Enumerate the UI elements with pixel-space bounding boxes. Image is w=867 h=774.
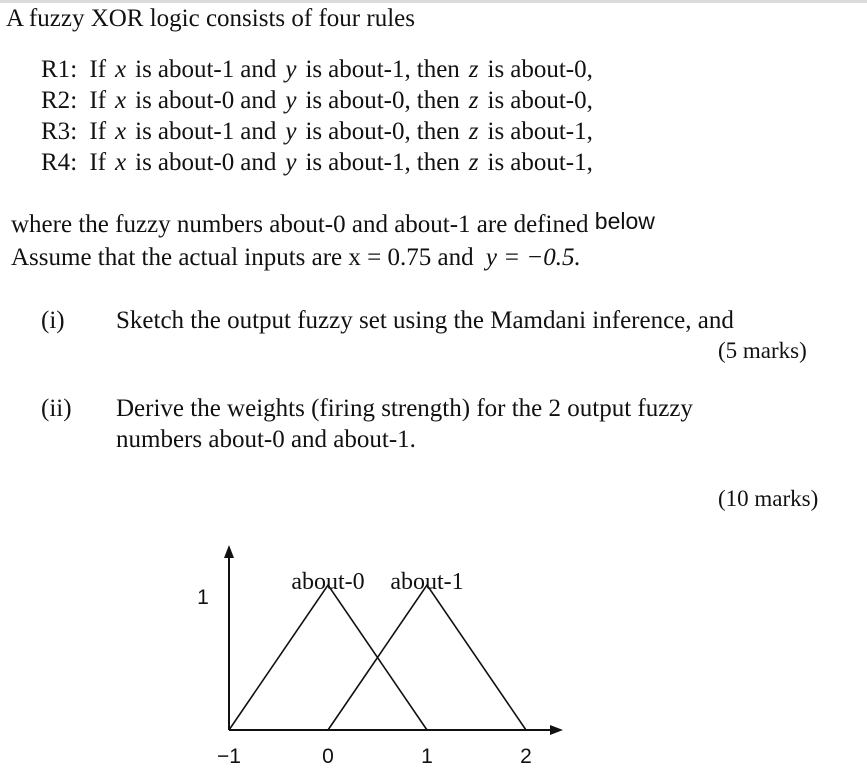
rule-y-value: about-0 [328,87,405,114]
then-word: then [416,87,460,114]
var-x: x [115,118,127,145]
colon: : [70,87,84,114]
and-word: and [240,56,277,83]
rule-x-value: about-0 [157,149,235,176]
rule-id: R4 [41,149,71,176]
rule-x-value: about-1 [157,118,235,145]
question-2-number: (ii) [41,395,72,422]
x-tick-label: −1 [217,745,241,768]
y-tick-label: 1 [197,586,209,609]
is-word: is [305,56,323,83]
definition-text: where the fuzzy numbers about-0 and about-1 are defined [11,211,589,238]
colon: : [70,56,84,83]
x-axis-arrow [550,725,563,735]
inputs-y-value: y = −0.5. [485,244,581,271]
question-1-number: (i) [41,307,65,334]
comma: , [404,56,411,83]
var-z: z [468,87,479,114]
is-word: is [305,87,323,114]
if-word: If [89,118,107,145]
if-word: If [89,87,107,114]
var-x: x [115,149,127,176]
question-2-text-2: numbers about-0 and about-1. [116,426,416,453]
is-word: is [487,56,505,83]
then-word: then [416,56,460,83]
rule-x-value: about-1 [157,56,235,83]
var-y: y [285,87,297,114]
if-word: If [89,149,107,176]
rule-y-value: about-0 [328,118,405,145]
var-z: z [468,56,479,83]
and-word: and [240,118,277,145]
is-word: is [135,56,152,83]
rule-z-value: about-0, [510,87,593,114]
is-word: is [135,118,152,145]
comma: , [404,118,411,145]
if-word: If [89,56,107,83]
colon: : [70,149,84,176]
is-word: is [487,87,505,114]
is-word: is [305,149,323,176]
var-x: x [115,87,127,114]
rule-id: R1 [41,56,71,83]
series-label-about-1: about-1 [390,569,464,595]
is-word: is [487,149,505,176]
rule-y-value: about-1 [328,149,405,176]
rule-z-value: about-0, [510,56,593,83]
question-2-marks: (10 marks) [718,486,819,511]
is-word: is [305,118,323,145]
series-line-about-0 [229,585,427,730]
rule-x-value: about-0 [157,87,235,114]
comma: , [404,87,411,114]
var-z: z [468,149,479,176]
then-word: then [416,149,460,176]
x-tick-label: 1 [421,745,433,768]
is-word: is [487,118,505,145]
var-y: y [285,118,297,145]
var-x: x [115,56,127,83]
var-y: y [285,56,297,83]
then-word: then [416,118,460,145]
var-z: z [468,118,479,145]
inputs-text: Assume that the actual inputs are x = 0.75 and [11,244,474,271]
series-label-about-0: about-0 [291,569,365,595]
colon: : [70,118,84,145]
rule-z-value: about-1, [510,149,593,176]
var-y: y [285,149,297,176]
heading: A fuzzy XOR logic consists of four rules [6,5,415,32]
rule-y-value: about-1 [328,56,405,83]
is-word: is [135,149,152,176]
and-word: and [240,87,277,114]
y-axis-arrow [224,545,234,558]
question-1-marks: (5 marks) [718,338,807,363]
rule-z-value: about-1, [510,118,593,145]
rule-id: R2 [41,87,71,114]
rule-id: R3 [41,118,71,145]
definition-tail: below [594,208,655,234]
and-word: and [240,149,277,176]
question-1-text: Sketch the output fuzzy set using the Mamdani inference, and [116,307,734,334]
is-word: is [135,87,152,114]
comma: , [404,149,411,176]
x-tick-label: 0 [322,745,334,768]
x-tick-label: 2 [520,745,532,768]
question-2-text: Derive the weights (firing strength) for the 2 output fuzzy [116,395,693,422]
series-line-about-1 [328,585,526,730]
